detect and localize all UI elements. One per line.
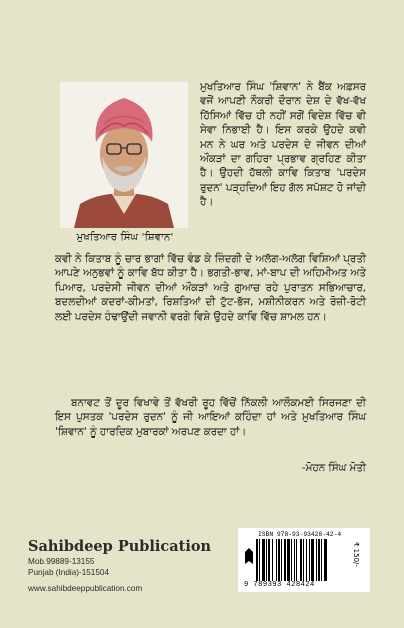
price: ₹ 150/- — [352, 542, 360, 567]
signature: -ਮੋਹਨ ਸਿੰਘ ਮੋਤੀ — [301, 462, 366, 474]
intro-paragraph-top: ਮੁਖਤਿਆਰ ਸਿੰਘ 'ਸ਼ਿਵਾਨ' ਨੇ ਬੈਂਕ ਅਫ਼ਸਰ ਵਜੋਂ ਆਪਣੀ ਨੌਕਰੀ ਦੌਰਾਨ ਦੇਸ਼ ਦੇ ਵੱਖ-ਵੱਖ ਹਿੱਸਿਆਂ ਵਿੱਚ ਹੀ ਨਹੀਂ ਸਗੋਂ ਵਿਦੇਸ਼ ਵਿੱਚ ਵੀ ਸੇਵਾ ਨਿਭਾਈ ਹੈ। ਇਸ ਕਰਕੇ ਉਹਦੇ ਕਵੀ ਮਨ ਨੇ ਘਰ ਅਤੇ ਪਰਦੇਸ ਦੇ ਜੀਵਨ ਦੀਆਂ ਔਕੜਾਂ ਦਾ ਗਹਿਰਾ ਪ੍ਰਭਾਵ ਗ੍ਰਹਿਣ ਕੀਤਾ ਹੈ। ਉਹਦੀ ਹੱਥਲੀ ਕਾਵਿ ਕਿਤਾਬ 'ਪਰਦੇਸ ਰੁਦਨ' ਪੜ੍ਹਦਿਆਂ ਇਹ ਗੱਲ ਸਪੱਸ਼ਟ ਹੋ ਜਾਂਦੀ ਹੈ। — [200, 81, 366, 209]
publisher-name: Sahibdeep Publication — [28, 538, 212, 555]
closing-paragraph: ਬਨਾਵਟ ਤੋਂ ਦੂਰ ਵਿਖਾਵੇ ਤੋਂ ਵੱਖਰੀ ਰੂਹ ਵਿੱਚੋਂ ਨਿੱਕਲੀ ਆਲੌਕਮਈ ਸਿਰਜਣਾ ਦੀ ਇਸ ਪੁਸਤਕ 'ਪਰਦੇਸ ਰੁਦਨ' ਨੂੰ ਜੀ ਆਇਆਂ ਕਹਿੰਦਾ ਹਾਂ ਅਤੇ ਮੁਖਤਿਆਰ ਸਿੰਘ 'ਸ਼ਿਵਾਨ' ਨੂੰ ਹਾਰਦਿਕ ਮੁਬਾਰਕਾਂ ਅਰਪਣ ਕਰਦਾ ਹਾਂ। — [55, 397, 366, 438]
author-photo — [60, 82, 188, 228]
isbn-label: ISBN 978-93-93428-42-4 — [258, 531, 342, 538]
publisher-address: Punjab (India)-151504 — [28, 568, 110, 577]
intro-paragraph-bottom: ਕਵੀ ਨੇ ਕਿਤਾਬ ਨੂੰ ਚਾਰ ਭਾਗਾਂ ਵਿੱਚ ਵੰਡ ਕੇ ਜ਼ਿੰਦਗੀ ਦੇ ਅਲੱਗ-ਅਲੱਗ ਵਿਸ਼ਿਆਂ ਪ੍ਰਤੀ ਆਪਣੇ ਅਨੁਭਵਾਂ ਨੂੰ ਕਾਵਿ ਬੱਧ ਕੀਤਾ ਹੈ। ਭਗਤੀ-ਭਾਵ, ਮਾਂ-ਬਾਪ ਦੀ ਅਹਿਮੀਅਤ ਅਤੇ ਪਿਆਰ, ਪਰਦੇਸੀ ਜੀਵਨ ਦੀਆਂ ਔਕੜਾਂ ਅਤੇ ਗੁਆਚ ਰਹੇ ਪੁਰਾਤਨ ਸਭਿਆਚਾਰ, ਬਦਲਦੀਆਂ ਕਦਰਾਂ-ਕੀਮਤਾਂ, ਰਿਸ਼ਤਿਆਂ ਦੀ ਟੁੱਟ-ਭੱਜ, ਮਸ਼ੀਨੀਕਰਨ ਅਤੇ ਰੋਜ਼ੀ-ਰੋਟੀ ਲਈ ਪਰਦੇਸ ਹੰਢਾਉਂਦੀ ਜਵਾਨੀ ਵਰਗੇ ਵਿਸ਼ੇ ਉਹਦੇ ਕਾਵਿ ਵਿੱਚ ਸ਼ਾਮਲ ਹਨ। — [55, 253, 366, 323]
book-icon — [244, 546, 254, 566]
isbn-barcode — [238, 528, 370, 592]
publisher-mobile: Mob.99889-13155 — [28, 557, 95, 566]
author-caption: ਮੁਖਤਿਆਰ ਸਿੰਘ 'ਸ਼ਿਵਾਨ' — [76, 232, 174, 243]
publisher-website: www.sahibdeeppublication.com — [28, 584, 143, 593]
barcode-digits: 9 789393 428424 — [244, 581, 315, 589]
barcode-bars — [256, 539, 348, 581]
